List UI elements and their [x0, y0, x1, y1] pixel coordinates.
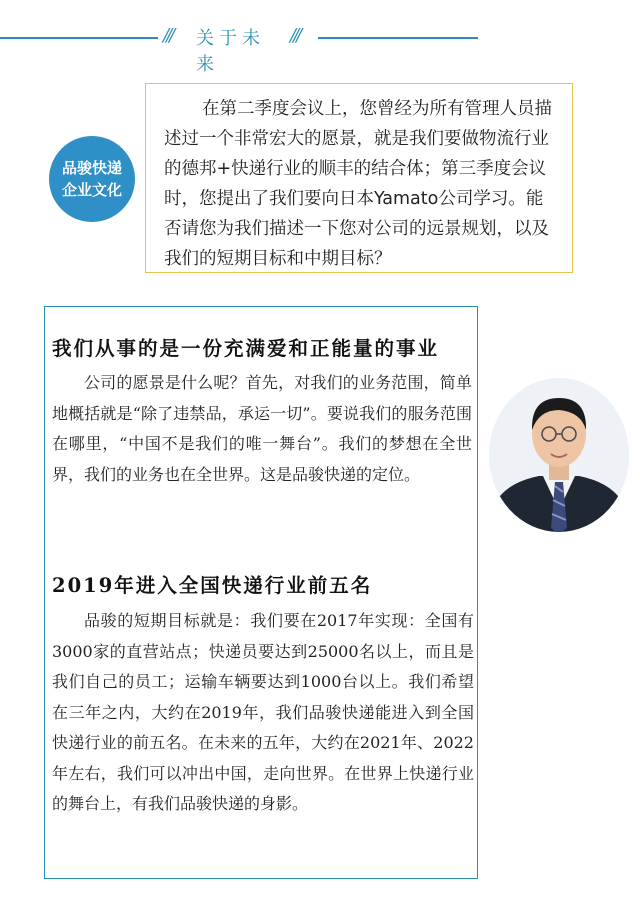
question-box	[145, 83, 573, 273]
section-title-goals: 2019年进入全国快递行业前五名	[52, 574, 373, 597]
header-ornament-right: ///	[290, 25, 300, 46]
header-rule-right	[318, 37, 478, 39]
section-title-mission: 我们从事的是一份充满爱和正能量的事业	[52, 337, 440, 360]
person-portrait-icon	[489, 378, 629, 532]
section-body-mission: 公司的愿景是什么呢？首先，对我们的业务范围，简单地概括就是“除了违禁品，承运一切”。要说我们的服务范围在哪里，“中国不是我们的唯一舞台”。我们的梦想在全世界，我们的业务也在全世界。这是品骏快递的定位。	[52, 373, 472, 484]
header-rule-left	[0, 37, 158, 39]
page-title: 关于未来	[196, 28, 265, 75]
badge-line-2: 企业文化	[61, 181, 122, 199]
section-body-goals: 品骏的短期目标就是：我们要在2017年实现：全国有3000家的直营站点；快递员要达到25000名以上，而且是我们自己的员工；运输车辆要达到1000台以上。我们希望在三年之内，大约在2019年，我们品骏快递能进入到全国快递行业的前五名。在未来的五年，大约在2021年、2022年左右，我们可以冲出中国，走向世界。在世界上快递行业的舞台上，有我们品骏快递的身影。	[52, 611, 474, 813]
header-ornament-left: ///	[163, 25, 173, 46]
question-text: 在第二季度会议上，您曾经为所有管理人员描述过一个非常宏大的愿景，就是我们要做物流行业的德邦+快递行业的顺丰的结合体；第三季度会议时，您提出了我们要向日本Yamato公司学习。能否请您为我们描述一下您对公司的远景规划，以及我们的短期目标和中期目标？	[164, 99, 552, 269]
badge-line-1: 品骏快递	[61, 159, 122, 177]
culture-badge	[49, 136, 135, 222]
